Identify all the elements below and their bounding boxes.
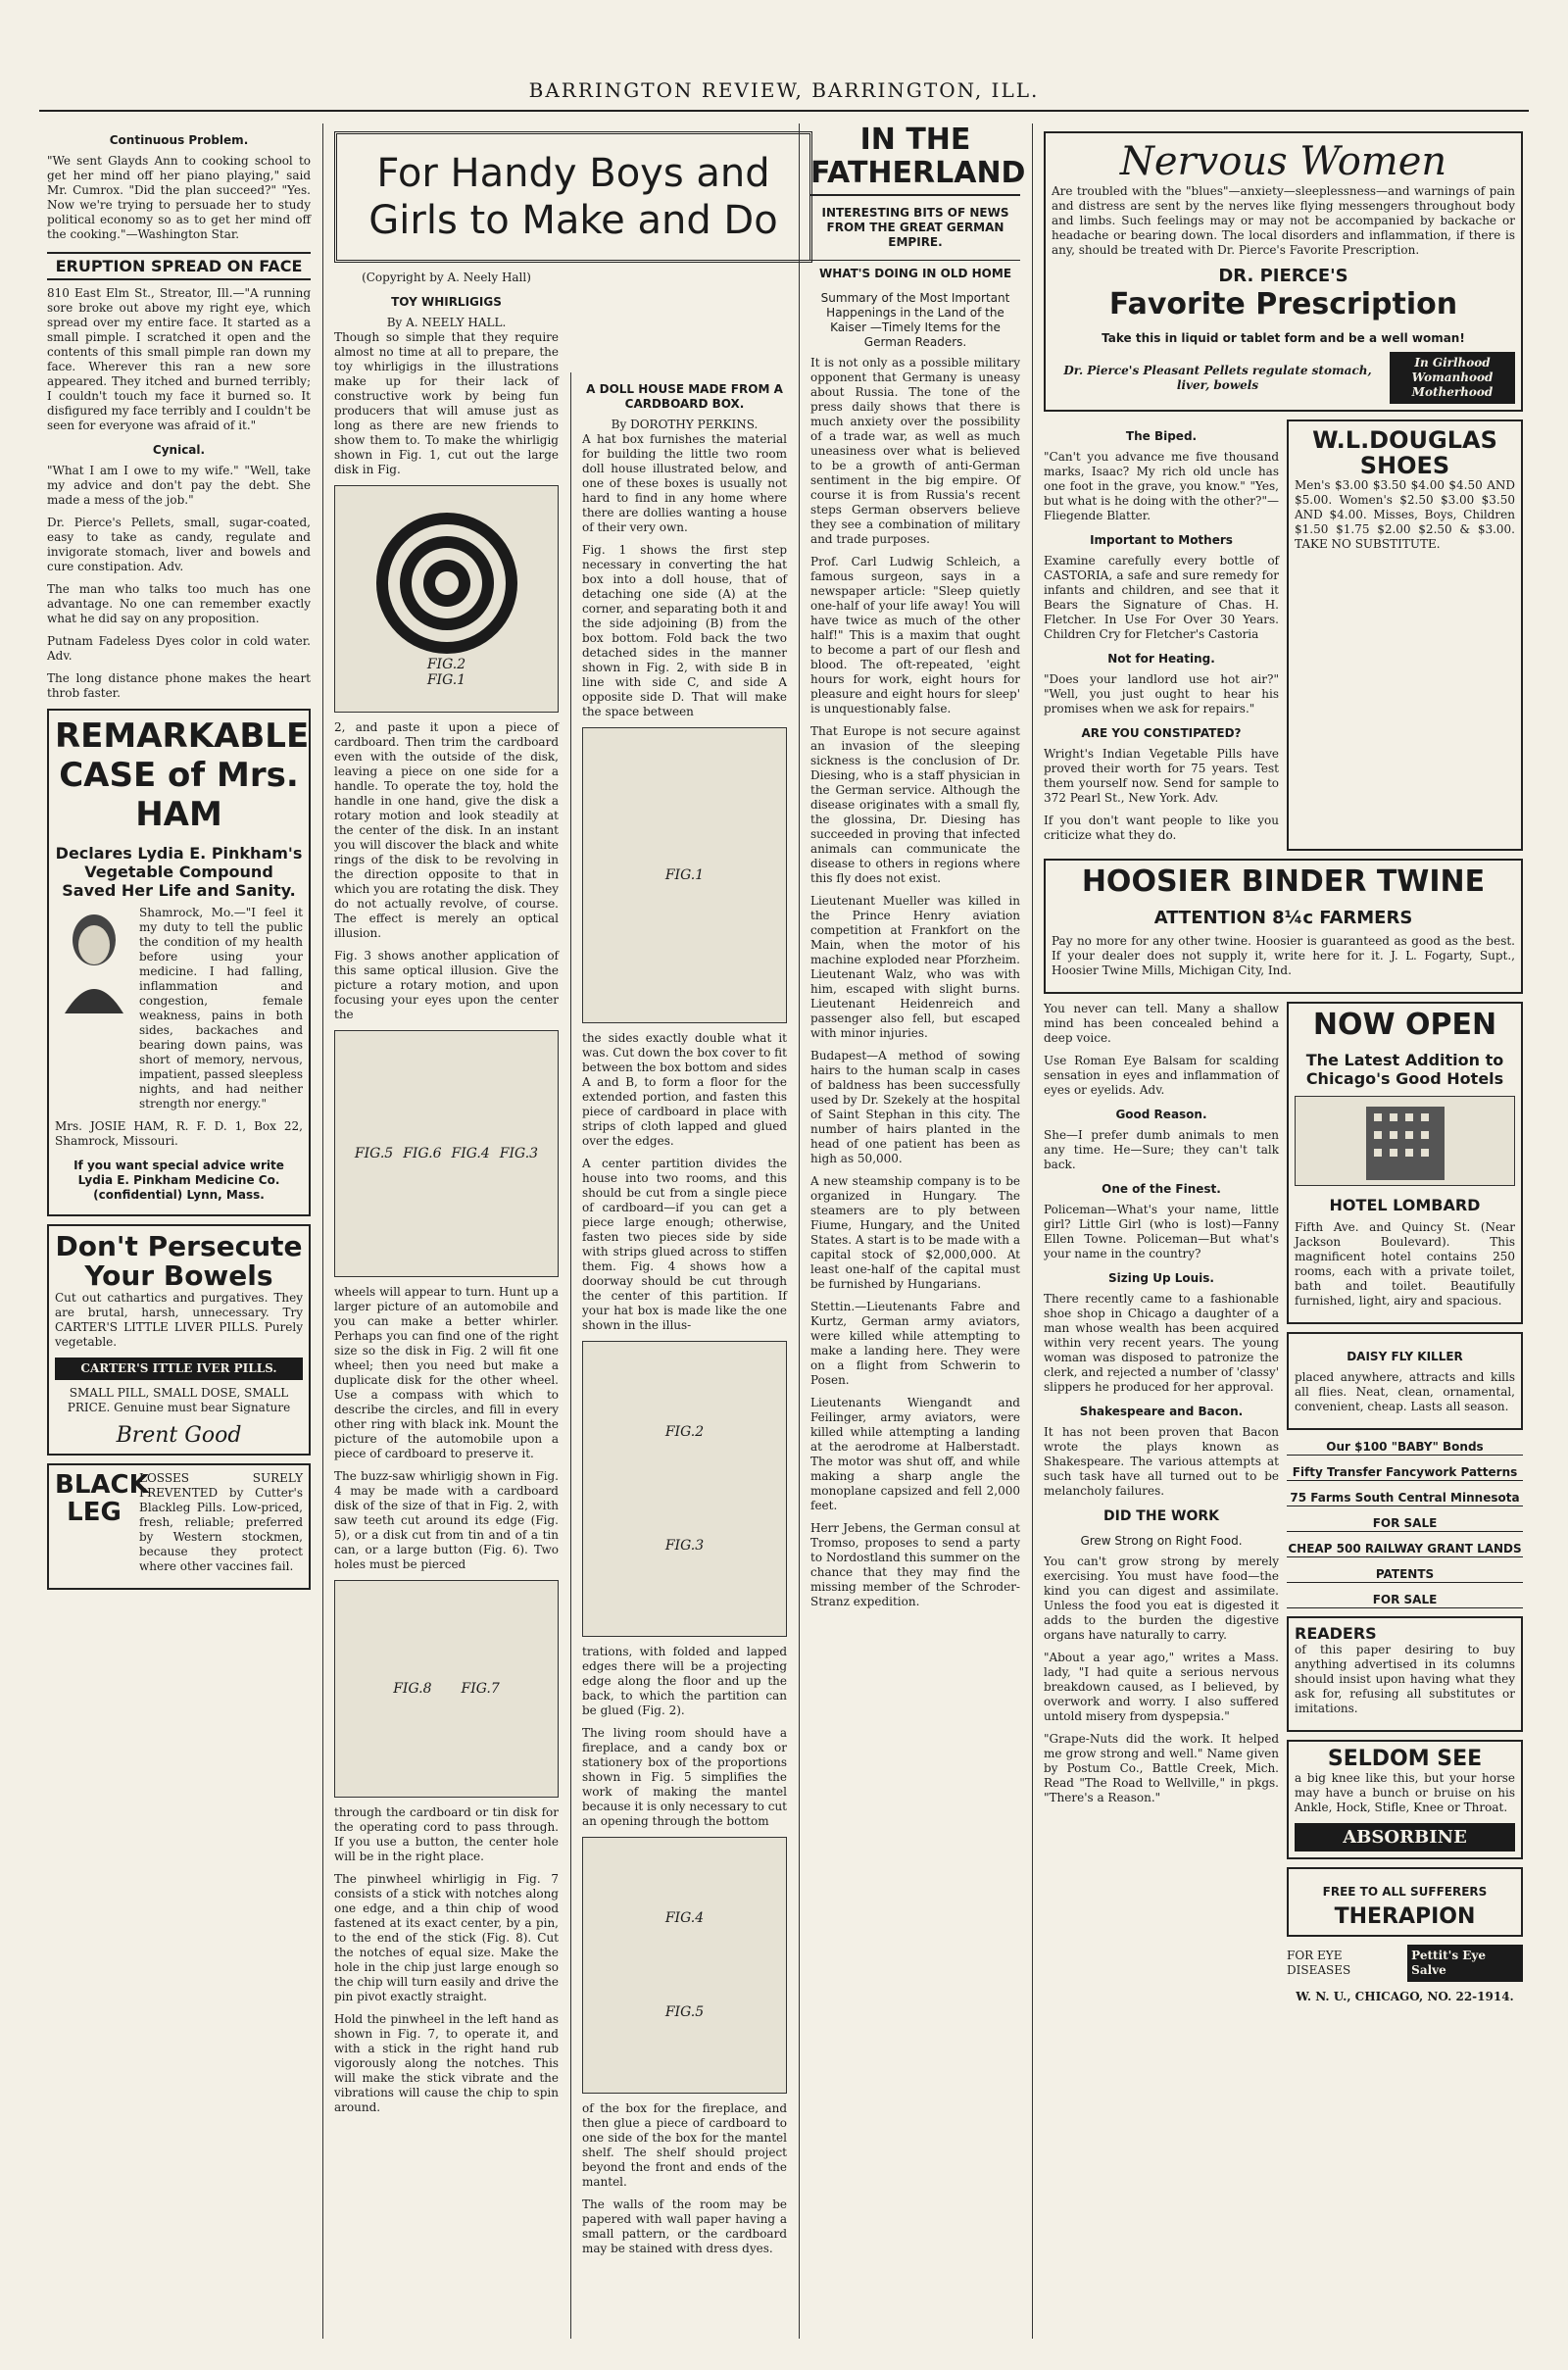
- headline: Important to Mothers: [1090, 533, 1233, 547]
- article-text: The man who talks too much has one advantage. No one can remember exactly what he did say on any proposition.: [47, 582, 311, 625]
- ad-footer: SMALL PILL, SMALL DOSE, SMALL PRICE. Genuine must bear Signature: [67, 1386, 291, 1414]
- headline: TOY WHIRLIGIGS: [391, 295, 502, 309]
- ad-signature: Brent Good: [116, 1423, 242, 1448]
- article-text: A hat box furnishes the material for building the little two room doll house illustrated below, and one of these boxes is usually not hard to find in any home where there are dollies wanting a house of their very own.: [582, 432, 787, 534]
- article-text: "What I am I owe to my wife." "Well, take my advice and don't pay the debt. She made a mess of the job.": [47, 464, 311, 507]
- ad-title: READERS: [1295, 1624, 1377, 1643]
- subheading: Summary of the Most Important Happenings in the Land of the Kaiser —Timely Items for the German Readers.: [820, 291, 1010, 349]
- article-text: A center partition divides the house into two rooms, and this should be cut from a single piece of cardboard—if you can get a piece large enough; otherwise, fasten two pieces side by side with strips glued across to stiffen them. Fig. 4 shows how a doorway should be cut through the center of this partition. If your hat box is made like the one shown in the illus-: [582, 1157, 787, 1332]
- ad-brand: Favorite Prescription: [1108, 287, 1458, 321]
- figure-dollhouse-rooms: [582, 1341, 787, 1637]
- figure-label: FIG.2: [426, 657, 466, 672]
- article-text: The long distance phone makes the heart throb faster.: [47, 671, 311, 700]
- article-text: through the cardboard or tin disk for the operating cord to pass through. If you use a button, the center hole will be in the right place.: [334, 1805, 559, 1863]
- figure-pinwheel: [334, 1580, 559, 1798]
- figure-buzzsaw-automobile: [334, 1030, 559, 1277]
- therapion-ad: [1287, 1867, 1523, 1937]
- masthead: BARRINGTON REVIEW, BARRINGTON, ILL.: [39, 78, 1529, 112]
- eye-salve-ad: [1287, 1945, 1523, 1982]
- column-rule: [799, 123, 800, 2339]
- article-text: "About a year ago," writes a Mass. lady, "I had quite a serious nervous breakdown caused, as I believed, by overwork and worry. I also suffered untold misery from dyspepsia.": [1044, 1651, 1279, 1723]
- ad-body: of this paper desiring to buy anything advertised in its columns should insist upon having what they ask for, refusing all substitutes or imitations.: [1295, 1643, 1515, 1715]
- figure-whirligig-disk: [334, 485, 559, 713]
- article-text: Lieutenant Mueller was killed in the Prince Henry aviation competition at Frankfort on the Main, when the motor of his machine exploded near Pforzheim. Lieutenant Walz, who was with him, escaped with slight burns. Lieutenant Heidenreich and passenger also fell, but escaped with minor injuries.: [810, 894, 1020, 1040]
- headline: Continuous Problem.: [109, 133, 249, 147]
- column-5-right-ads: [1287, 1002, 1523, 2004]
- hotel-building-illustration: [1295, 1096, 1515, 1186]
- headline: The Biped.: [1125, 429, 1198, 443]
- carters-ad: [47, 1224, 311, 1456]
- article-text: Putnam Fadeless Dyes color in cold water. Adv.: [47, 634, 311, 663]
- ad-title: BLACK LEG: [55, 1470, 149, 1527]
- figure-label: FIG.3: [664, 1538, 705, 1554]
- ad-subtitle: The Latest Addition to Chicago's Good Hotels: [1305, 1051, 1504, 1088]
- headline: Not for Heating.: [1107, 652, 1215, 666]
- pinkham-ad: [47, 709, 311, 1216]
- ad-title: Don't Persecute Your Bowels: [55, 1230, 303, 1292]
- ad-brand: DR. PIERCE'S: [1218, 266, 1348, 286]
- article-text: A new steamship company is to be organized in Hungary. The steamers are to ply between Fiume, Hungary, and the United States. A start is to be made with a capital stock of $2,000,000. At least one-half of the capital must be furnished by Hungarians.: [810, 1174, 1020, 1291]
- ad-brand: CARTER'S ITTLE IVER PILLS.: [55, 1358, 303, 1380]
- article-text: You never can tell. Many a shallow mind has been concealed behind a deep voice.: [1044, 1002, 1279, 1045]
- column-rule: [322, 123, 323, 2339]
- figure-label: FIG.2: [664, 1424, 705, 1440]
- headline: Good Reason.: [1115, 1108, 1207, 1121]
- ad-title: REMARKABLE CASE of Mrs. HAM: [55, 716, 310, 834]
- byline: By A. NEELY HALL.: [386, 316, 507, 329]
- article-text: It has not been proven that Bacon wrote the plays known as Shakespeare. The various attempts at such task have all turned out to be melancholy failures.: [1044, 1425, 1279, 1498]
- ad-brand: Pettit's Eye Salve: [1407, 1945, 1523, 1982]
- ad-title: W.L.DOUGLAS SHOES: [1312, 426, 1497, 479]
- daisy-fly-killer-ad: [1287, 1332, 1523, 1430]
- figure-label: FIG.1: [664, 867, 705, 883]
- classified-ad: Fifty Transfer Fancywork Patterns: [1287, 1465, 1523, 1481]
- classified-ad: 75 Farms South Central Minnesota: [1287, 1491, 1523, 1506]
- ad-body: Fifth Ave. and Quincy St. (Near Jackson Boulevard). This magnificent hotel contains 250 rooms, each with a private toilet, bath and toilet. Beautifully furnished, light, airy and spacious.: [1295, 1220, 1515, 1308]
- classified-ad: CHEAP 500 RAILWAY GRANT LANDS: [1288, 1542, 1522, 1555]
- headline: ARE YOU CONSTIPATED?: [1081, 726, 1242, 740]
- article-text: Lieutenants Wiengandt and Feilinger, army aviators, were killed while attempting a landing at the aerodrome at Halberstadt. The motor was shut off, and while making a sharp angle the monoplane capsized and fell 2,000 feet.: [810, 1396, 1020, 1512]
- article-text: Though so simple that they require almost no time at all to prepare, the toy whirligigs in the illustrations make up for their lack of constructive work by being fun producers that will amuse just as long as there are new friends to show them to. To make the whirligig shown in Fig. 1, cut out the large disk in Fig.: [334, 330, 559, 476]
- ad-body: LOSSES SURELY PREVENTED by Cutter's Blackleg Pills. Low-priced, fresh, reliable; preferred by Western stockmen, because they protect where other vaccines fail.: [139, 1471, 303, 1573]
- classified-ad: FOR SALE: [1287, 1593, 1523, 1608]
- article-text: 810 East Elm St., Streator, Ill.—"A running sore broke out above my right eye, which spread over my entire face. It started as a small pimple. I scratched it open and the contents of this small pimple ran down my face. Wherever this ran a new sore appeared. They itched and burned terribly; I couldn't touch my face it burned so. It disfigured my face terribly and I couldn't be seen for everyone was afraid of it.": [47, 286, 311, 432]
- ad-body: placed anywhere, attracts and kills all flies. Neat, clean, ornamental, convenient, cheap. Lasts all season.: [1295, 1370, 1515, 1413]
- ad-title: DAISY FLY KILLER: [1347, 1350, 1463, 1363]
- article-text: The walls of the room may be papered with wall paper having a small pattern, or the cardboard may be stained with dress dyes.: [582, 2197, 787, 2255]
- douglas-shoes-ad: [1287, 420, 1523, 851]
- article-text: Dr. Pierce's Pellets, small, sugar-coated, easy to take as candy, regulate and invigorate stomach, liver and bowels and cure constipation. Adv.: [47, 516, 311, 573]
- ad-subtitle: Declares Lydia E. Pinkham's Vegetable Compound Saved Her Life and Sanity.: [55, 844, 303, 900]
- byline: By DOROTHY PERKINS.: [611, 418, 759, 431]
- article-text: Fig. 1 shows the first step necessary in converting the hat box into a doll house, that of detaching one side (A) at the corner, and separating both it and the side adjoining (B) from the box bottom. Fold back the two detached sides in the manner shown in Fig. 2, with side B in line with side C, and side A opposite side D. That will make the space between: [582, 543, 787, 718]
- article-text: 2, and paste it upon a piece of cardboard. Then trim the cardboard even with the outside of the disk, leaving a piece on one side for a handle. To operate the toy, hold the handle in one hand, give the disk a rotary motion and look steadily at the center of the disk. In an instant you will discover the black and white rings of the disk to be revolving in the direction opposite to that in which you are rotating the disk. They do not actually revolve, of course. The effect is merely an optical illusion.: [334, 720, 559, 940]
- article-text: The living room should have a fireplace, and a candy box or stationery box of the proportions shown in Fig. 5 simplifies the work of making the mantel because it is only necessary to cut an opening through the bottom: [582, 1726, 787, 1828]
- ad-sidebar: In Girlhood Womanhood Motherhood: [1390, 352, 1515, 404]
- ad-text: FOR EYE DISEASES: [1287, 1949, 1351, 1977]
- ad-title: FREE TO ALL SUFFERERS: [1322, 1885, 1488, 1899]
- classified-ad: Our $100 "BABY" Bonds: [1287, 1440, 1523, 1456]
- subheading: Grew Strong on Right Food.: [1080, 1534, 1243, 1548]
- column-rule: [570, 372, 571, 2339]
- article-text: The pinwheel whirligig in Fig. 7 consists of a stick with notches along one edge, and a thin chip of wood fastened at its exact center, by a pin, to the end of the stick (Fig. 8). Cut the notches of equal size. Make the hole in the chip just large enough so the chip will turn easily and drive the pin pivot exactly straight.: [334, 1872, 559, 2003]
- figure-label: FIG.5: [354, 1146, 394, 1161]
- article-text: "Does your landlord use hot air?" "Well, you just ought to hear his promises when we ask for repairs.": [1044, 672, 1279, 716]
- headline: One of the Finest.: [1102, 1182, 1221, 1196]
- classified-ad: PATENTS: [1287, 1567, 1523, 1583]
- subheading: WHAT'S DOING IN OLD HOME: [810, 260, 1020, 281]
- readers-notice: [1287, 1616, 1523, 1732]
- figure-label: FIG.1: [426, 672, 466, 688]
- nervous-women-ad: [1044, 131, 1523, 412]
- column-4: [803, 123, 1028, 2339]
- article-text: Fig. 3 shows another application of this same optical illusion. Give the picture a rotary motion, and upon focusing your eyes upon the center the: [334, 949, 559, 1021]
- article-text: "Can't you advance me five thousand marks, Isaac? My rich old uncle has one foot in the grave, you know." "Yes, but what is he doing with the other?"—Fliegende Blatter.: [1044, 450, 1279, 522]
- figure-hatbox: [582, 727, 787, 1023]
- article-text: You can't grow strong by merely exercising. You must have food—the kind you can digest and assimilate. Unless the food you eat is digested it adds to the burden the digestive organs have naturally to carry.: [1044, 1555, 1279, 1642]
- article-text: Prof. Carl Ludwig Schleich, a famous surgeon, says in a newspaper article: "Sleep quietly one-half of your life away! You will have twice as much of the other half!" This is a maxim that ought to become a part of our flesh and blood. The oft-repeated, 'eight hours for work, eight hours for pleasure and eight hours for sleep' is unquestionably false.: [810, 555, 1020, 716]
- article-text: "Grape-Nuts did the work. It helped me grow strong and well." Name given by Postum Co., Battle Creek, Mich. Read "The Road to Wellville," in pkgs. "There's a Reason.": [1044, 1732, 1279, 1804]
- article-text: That Europe is not secure against an invasion of the sleeping sickness is the conclusion of Dr. Diesing, who is a staff physician in the German service. Although the disease originates with a small fly, the glossina, Dr. Diesing has succeeded in proving that infected animals can communicate the disease to others in regions where this fly does not exist.: [810, 724, 1020, 885]
- headline: Sizing Up Louis.: [1108, 1271, 1214, 1285]
- article-text: the sides exactly double what it was. Cut down the box cover to fit between the box bottom and sides A and B, to form a floor for the extended portion, and fasten this piece of cardboard in place with strips of cloth lapped and glued over the edges.: [582, 1031, 787, 1148]
- figure-partition-mantel: [582, 1837, 787, 2094]
- figure-label: FIG.8: [393, 1681, 432, 1697]
- ad-body: Are troubled with the "blues"—anxiety—sleeplessness—and warnings of pain and distress are sent by the nerves like flying messengers throughout body and limbs. Such feelings may or may not be accompanied by backache or headache or bearing down. The local disorders and inflammation, if there is any, should be treated with Dr. Pierce's Favorite Prescription.: [1052, 184, 1515, 257]
- ad-footer: If you want special advice write Lydia E. Pinkham Medicine Co. (confidential) Lynn, Mass.: [74, 1159, 284, 1202]
- headline: A DOLL HOUSE MADE FROM A CARDBOARD BOX.: [586, 382, 783, 411]
- ad-brand: THERAPION: [1334, 1904, 1476, 1929]
- article-text: If you don't want people to like you criticize what they do.: [1044, 814, 1279, 842]
- copyright-line: (Copyright by A. Neely Hall): [362, 271, 531, 284]
- ad-signature: Mrs. JOSIE HAM, R. F. D. 1, Box 22, Shamrock, Missouri.: [55, 1119, 303, 1148]
- column-5: [1036, 123, 1531, 2339]
- ad-tagline: Take this in liquid or tablet form and be a well woman!: [1102, 331, 1465, 345]
- subheading: INTERESTING BITS OF NEWS FROM THE GREAT GERMAN EMPIRE.: [821, 206, 1009, 249]
- article-text: It is not only as a possible military opponent that Germany is uneasy about Russia. The tone of the press daily shows that there is much anxiety over the possibility of a trade war, as well as much uneasiness over what is believed to be a growth of anti-German sentiment in the big empire. Of course it is from Russia's recent steps German observers believe they see a combination of military and trade purposes.: [810, 356, 1020, 546]
- headline: Shakespeare and Bacon.: [1079, 1405, 1244, 1418]
- absorbine-ad: [1287, 1740, 1523, 1859]
- ad-brand: HOTEL LOMBARD: [1329, 1196, 1481, 1214]
- ad-body: Shamrock, Mo.—"I feel it my duty to tell the public the condition of my health before using your medicine. I had falling, inflammation and congestion, female weakness, pains in both sides, backaches and bearing down pains, was short of memory, nervous, impatient, passed sleepless nights, and had neither strength nor energy.": [139, 906, 303, 1111]
- article-text: "We sent Glayds Ann to cooking school to get her mind off her piano playing," said Mr. Cumrox. "Did the plan succeed?" "Yes. Now we're trying to persuade her to study political economy so as to get her mind off the cooking."—Washington Star.: [47, 154, 311, 241]
- ad-body: Men's $3.00 $3.50 $4.00 $4.50 AND $5.00. Women's $2.50 $3.00 $3.50 AND $4.00. Misses, Boys, Children $1.50 $1.75 $2.00 $2.50 & $3.00. TAKE NO SUBSTITUTE.: [1295, 478, 1515, 551]
- hotel-lombard-ad: [1287, 1002, 1523, 1324]
- figure-label: FIG.6: [403, 1146, 442, 1161]
- column-rule: [1032, 123, 1033, 2339]
- feature-title: For Handy Boys and Girls to Make and Do: [334, 131, 812, 263]
- figure-label: FIG.7: [461, 1681, 500, 1697]
- column-3: [574, 123, 795, 2339]
- ad-title: HOOSIER BINDER TWINE: [1081, 864, 1486, 899]
- ad-brand: ABSORBINE: [1295, 1823, 1515, 1852]
- article-text: She—I prefer dumb animals to men any time. He—Sure; they can't talk back.: [1044, 1128, 1279, 1171]
- classified-ad: FOR SALE: [1287, 1516, 1523, 1532]
- ad-title: SELDOM SEE: [1327, 1747, 1483, 1771]
- headline: DID THE WORK: [1102, 1508, 1219, 1524]
- article-text: Use Roman Eye Balsam for scalding sensation in eyes and inflammation of eyes or eyelids. Adv.: [1044, 1054, 1279, 1097]
- article-text: Stettin.—Lieutenants Fabre and Kurtz, German army aviators, were killed while attempting to make a landing here. They were on a flight from Schwerin to Posen.: [810, 1300, 1020, 1387]
- article-text: Hold the pinwheel in the left hand as shown in Fig. 7, to operate it, and with a stick in the right hand rub vigorously along the notches. This will make the stick vibrate and the vibrations will cause the chip to spin around.: [334, 2012, 559, 2114]
- article-text: trations, with folded and lapped edges there will be a projecting edge along the floor and up the back, to which the partition can be glued (Fig. 2).: [582, 1645, 787, 1717]
- figure-label: FIG.4: [451, 1146, 490, 1161]
- article-text: Budapest—A method of sowing hairs to the human scalp in cases of baldness has been successfully used by Dr. Szekely at the hospital of Saint Stephan in this city. The number of hairs planted in the head of one patient has been as high as 50,000.: [810, 1049, 1020, 1165]
- concentric-disk-icon: [373, 510, 520, 657]
- ad-body: Pay no more for any other twine. Hoosier is guaranteed as good as the best. If your dealer does not supply it, write here for it. J. L. Fogarty, Supt., Hoosier Twine Mills, Michigan City, Ind.: [1052, 934, 1515, 977]
- ad-footer: Dr. Pierce's Pleasant Pellets regulate stomach, liver, bowels: [1063, 363, 1372, 392]
- ad-title: Nervous Women: [1119, 139, 1447, 184]
- article-text: of the box for the fireplace, and then glue a piece of cardboard to one side of the box for the mantel shelf. The shelf should project beyond the front and ends of the mantel.: [582, 2101, 787, 2189]
- ad-body: a big knee like this, but your horse may have a bunch or bruise on his Ankle, Hock, Stifle, Knee or Throat.: [1295, 1771, 1515, 1814]
- portrait-illustration: [55, 906, 133, 1013]
- column-5-left: [1044, 420, 1279, 851]
- ad-title: NOW OPEN: [1312, 1008, 1497, 1042]
- figure-label: FIG.3: [499, 1146, 539, 1161]
- figure-label: FIG.4: [664, 1910, 705, 1926]
- section-title: IN THE FATHERLAND: [810, 123, 1020, 196]
- article-text: Herr Jebens, the German consul at Tromso, proposes to send a party to Nordostland this summer on the chance that they may find the missing member of the Schroder-Stranz expedition.: [810, 1521, 1020, 1608]
- headline: ERUPTION SPREAD ON FACE: [47, 252, 311, 280]
- article-text: There recently came to a fashionable shoe shop in Chicago a daughter of a man whose wealth has been acquired within very recent years. The young woman was disposed to patronize the clerk, and rejected a number of 'classy' slippers he produced for her approval.: [1044, 1292, 1279, 1394]
- headline: Cynical.: [152, 443, 206, 457]
- article-text: wheels will appear to turn. Hunt up a larger picture of an automobile and you can make a better whirler. Perhaps you can find one of the right size so the disk in Fig. 2 will fit one wheel; then you need but make a duplicate disk for the other wheel. Use a compass with which to describe the circles, and fill in every other ring with black ink. Mount the picture of the automobile upon a piece of cardboard to preserve it.: [334, 1285, 559, 1460]
- figure-label: FIG.5: [664, 2004, 705, 2020]
- print-footer: W. N. U., CHICAGO, NO. 22-1914.: [1296, 1990, 1514, 2003]
- article-text: Examine carefully every bottle of CASTORIA, a safe and sure remedy for infants and children, and see that it Bears the Signature of Chas. H. Fletcher. In Use For Over 30 Years. Children Cry for Fletcher's Castoria: [1044, 554, 1279, 641]
- hoosier-twine-ad: [1044, 859, 1523, 994]
- blackleg-ad: [47, 1463, 311, 1590]
- ad-subtitle: ATTENTION 8¼c FARMERS: [1153, 908, 1413, 928]
- ad-body: Cut out cathartics and purgatives. They are brutal, harsh, unnecessary. Try CARTER'S LITTLE LIVER PILLS. Purely vegetable.: [55, 1291, 303, 1349]
- article-text: Policeman—What's your name, little girl? Little Girl (who is lost)—Fanny Ellen Towne. Policeman—But what's your name in the country?: [1044, 1203, 1279, 1260]
- article-text: Wright's Indian Vegetable Pills have proved their worth for 75 years. Test them yourself now. Send for sample to 372 Pearl St., New York. Adv.: [1044, 747, 1279, 805]
- column-5-left-lower: [1044, 1002, 1279, 2004]
- column-1: [39, 123, 318, 2339]
- article-text: The buzz-saw whirligig shown in Fig. 4 may be made with a cardboard disk of the size of that in Fig. 2, with saw teeth cut around its edge (Fig. 5), or a disk cut from tin and of a tin can, or a large button (Fig. 6). Two holes must be pierced: [334, 1469, 559, 1571]
